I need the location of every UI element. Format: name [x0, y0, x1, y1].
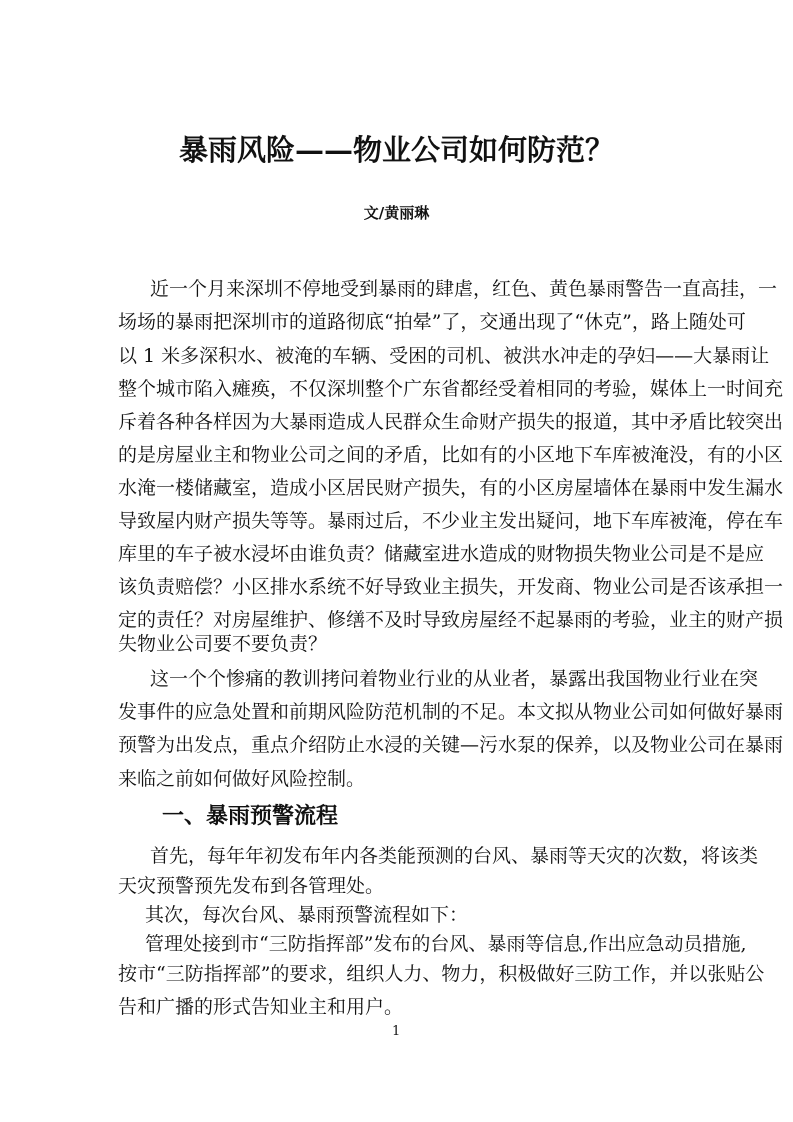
paragraph-line: 场场的暴雨把深圳市的道路彻底“拍晕”了，交通出现了“休克”，路上随处可: [118, 311, 746, 333]
paragraph-line: 斥着各种各样因为大暴雨造成人民群众生命财产损失的报道，其中矛盾比较突出: [118, 411, 784, 433]
paragraph-line: 水淹一楼储藏室，造成小区居民财产损失，有的小区房屋墙体在暴雨中发生漏水: [118, 477, 784, 499]
paragraph-line: 发事件的应急处置和前期风险防范机制的不足。本文拟从物业公司如何做好暴雨: [118, 701, 784, 723]
paragraph-line: 以 1 米多深积水、被淹的车辆、受困的司机、被洪水冲走的孕妇——大暴雨让: [118, 345, 770, 367]
paragraph-line: 预警为出发点，重点介绍防止水浸的关键—污水泵的保养，以及物业公司在暴雨: [118, 734, 784, 756]
paragraph-line: 库里的车子被水浸坏由谁负责？储藏室进水造成的财物损失物业公司是不是应: [118, 543, 765, 565]
paragraph-line: 告和广播的形式告知业主和用户。: [118, 996, 404, 1018]
paragraph-line: 该负责赔偿？小区排水系统不好导致业主损失，开发商、物业公司是否该承担一: [118, 576, 784, 598]
paragraph-line: 的是房屋业主和物业公司之间的矛盾，比如有的小区地下车库被淹没，有的小区: [118, 444, 784, 466]
paragraph-line: 失物业公司要不要负责？: [118, 633, 328, 655]
paragraph-line: 其次，每次台风、暴雨预警流程如下：: [145, 904, 469, 926]
paragraph-line: 管理处接到市“三防指挥部”发布的台风、暴雨等信息,作出应急动员措施,: [145, 933, 747, 955]
paragraph-line: 导致屋内财产损失等等。暴雨过后，不少业主发出疑问，地下车库被淹，停在车: [118, 510, 784, 532]
paragraph-line: 来临之前如何做好风险控制。: [118, 768, 366, 790]
paragraph-line: 按市“三防指挥部”的要求，组织人力、物力，积极做好三防工作，并以张贴公: [118, 963, 765, 985]
paragraph-line: 天灾预警预先发布到各管理处。: [118, 875, 385, 897]
paragraph-line: 首先，每年年初发布年内各类能预测的台风、暴雨等天灾的次数，将该类: [150, 845, 759, 867]
section-heading: 一、暴雨预警流程: [162, 803, 339, 829]
paragraph-line: 这一个个惨痛的教训拷问着物业行业的从业者，暴露出我国物业行业在突: [150, 668, 759, 690]
page-number: 1: [392, 1024, 401, 1039]
document-title: 暴雨风险——物业公司如何防范？: [178, 133, 614, 167]
paragraph-line: 近一个月来深圳不停地受到暴雨的肆虐，红色、黄色暴雨警告一直高挂，一: [150, 278, 778, 300]
paragraph-line: 整个城市陷入瘫痪，不仅深圳整个广东省都经受着相同的考验，媒体上一时间充: [118, 378, 784, 400]
author-line: 文/黄丽琳: [363, 204, 430, 222]
paragraph-line: 定的责任？对房屋维护、修缮不及时导致房屋经不起暴雨的考验，业主的财产损: [118, 609, 784, 631]
